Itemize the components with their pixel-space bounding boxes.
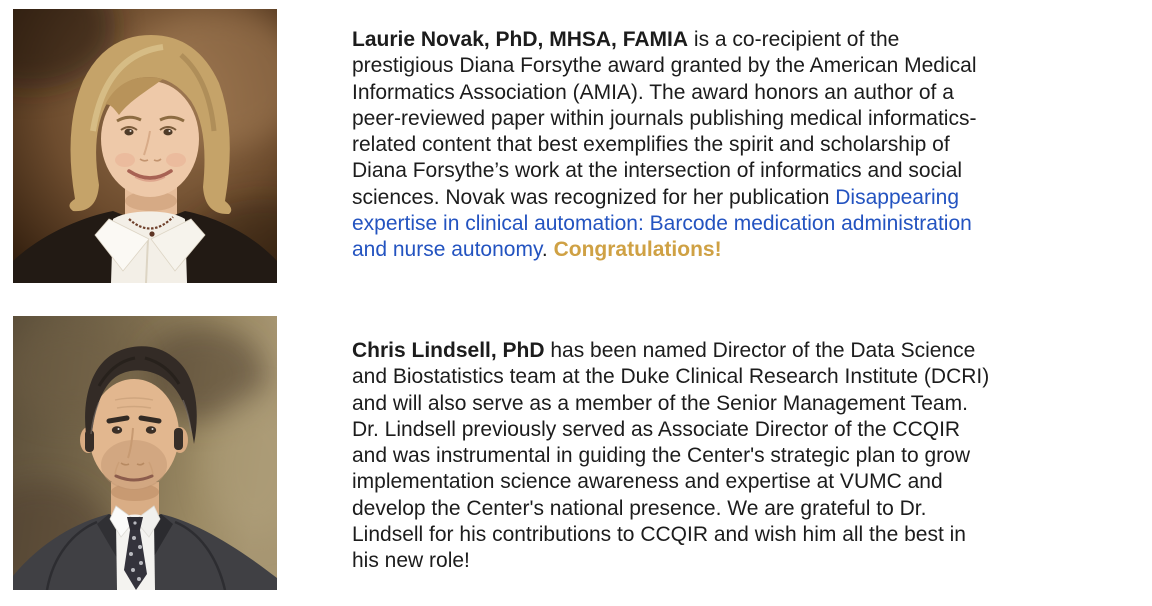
body-text: his new role! [352,549,470,573]
body-text: Dr. Lindsell previously served as Associate Director of the CCQIR [352,417,961,441]
text-line [352,338,1152,364]
publication-link[interactable]: expertise in clinical automation: Barcode medication administration [352,212,972,236]
text-line [352,27,1152,53]
publication-link[interactable]: Disappearing [835,185,959,209]
text-line [352,53,1152,79]
body-text: Lindsell for his contributions to CCQIR and wish him all the best in [352,523,966,547]
text-line [352,417,1152,443]
text-line [352,132,1152,158]
text-line [352,496,1152,522]
body-text: peer-reviewed paper within journals publishing medical informatics- [352,106,977,130]
text-line [352,80,1152,106]
body-text: . [541,238,554,262]
body-text: and Biostatistics team at the Duke Clinical Research Institute (DCRI) [352,365,990,389]
text-line [352,106,1152,132]
laurie-novak-text [352,27,1152,264]
body-text: Informatics Association (AMIA). The award honors an author of a [352,80,954,104]
text-line [352,469,1152,495]
body-text: prestigious Diana Forsythe award granted by the American Medical [352,54,977,78]
text-line [352,522,1152,548]
congratulations-text: Congratulations! [553,238,722,262]
chris-lindsell-text [352,338,1152,575]
publication-link[interactable]: and nurse autonomy [352,238,542,262]
body-text: and was instrumental in guiding the Center's strategic plan to grow [352,444,971,468]
chris-lindsell-photo [13,316,277,590]
chris-lindsell-portrait-illustration [13,316,277,590]
person-name: Chris Lindsell, PhD [352,339,545,362]
text-line [352,185,1152,211]
body-text: and will also serve as a member of the Senior Management Team. [352,391,968,415]
body-text: is a co-recipient of the [688,28,900,51]
section-chris-lindsell [0,307,1152,606]
text-line [352,211,1152,237]
body-text: Diana Forsythe’s work at the intersection of informatics and social [352,159,963,183]
body-text: has been named Director of the Data Science [544,339,976,362]
laurie-novak-portrait-illustration [13,9,277,283]
text-line [352,364,1152,390]
text-line [352,443,1152,469]
body-text: related content that best exemplifies the spirit and scholarship of [352,133,950,157]
body-text: sciences. Novak was recognized for her publication [352,185,836,209]
person-name: Laurie Novak, PhD, MHSA, FAMIA [352,28,689,51]
body-text: implementation science awareness and expertise at VUMC and [352,470,943,494]
laurie-novak-photo [13,9,277,283]
body-text: develop the Center's national presence. We are grateful to Dr. [352,496,927,520]
text-line [352,548,1152,574]
text-line [352,391,1152,417]
text-line [352,158,1152,184]
text-line [352,237,1152,263]
